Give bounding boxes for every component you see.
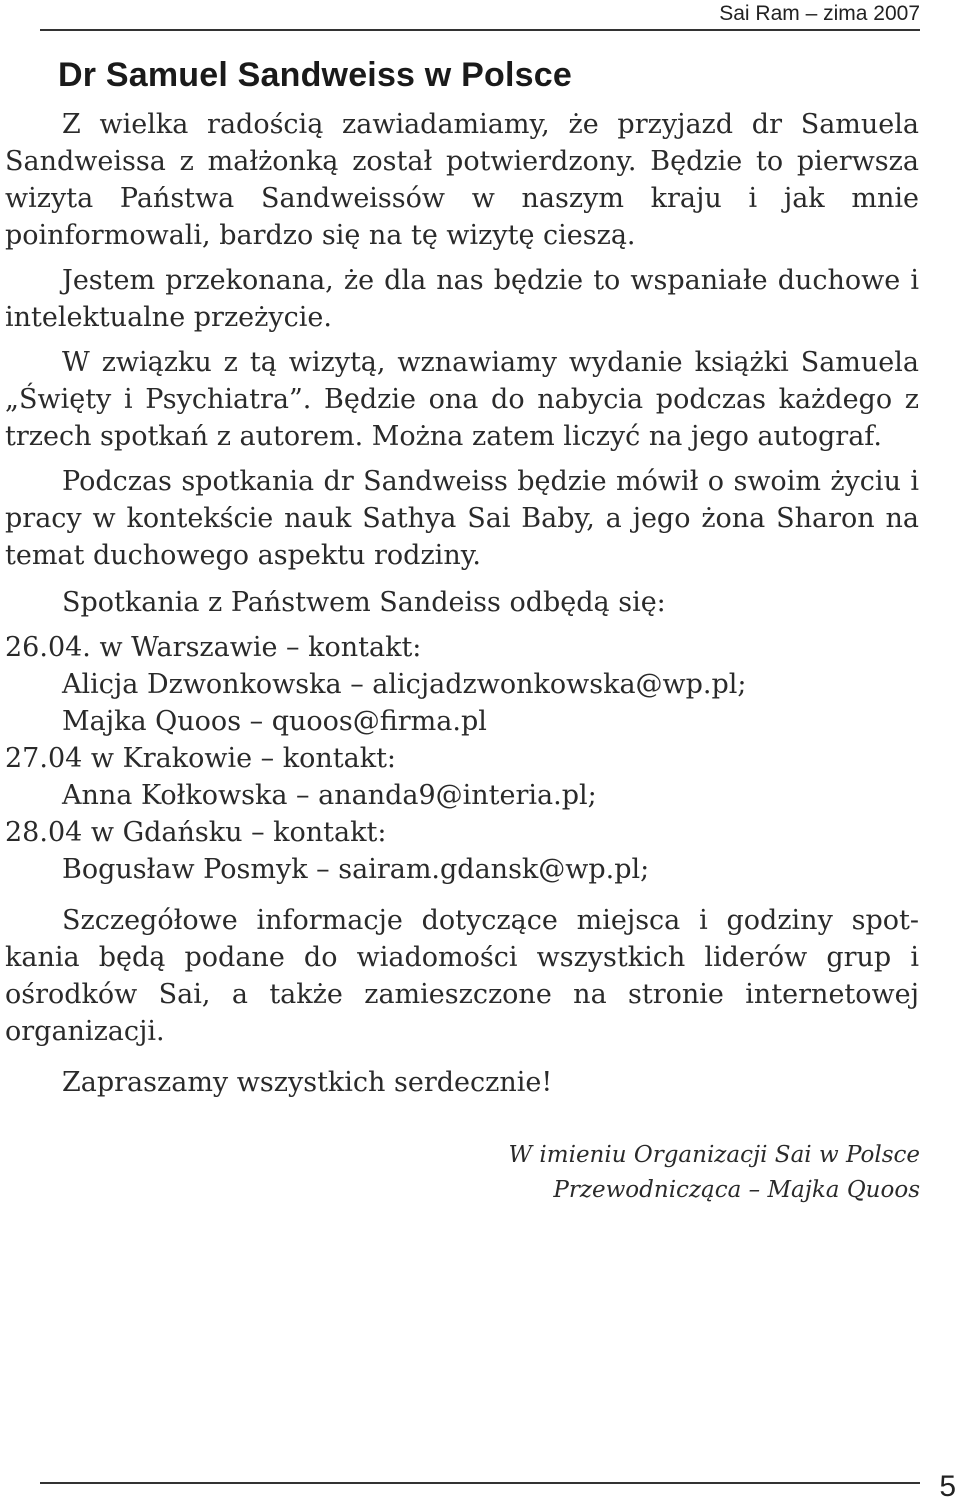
paragraph-experience: Jestem przekonana, że dla nas będzie to wspaniałe duchowe i intelektualne przeżycie. xyxy=(5,265,919,333)
meetings-intro: Spotkania z Państwem Sandeiss odbędą się: xyxy=(62,587,666,618)
page-number: 5 xyxy=(931,1472,956,1502)
invitation: Zapraszamy wszystkich serdecznie! xyxy=(62,1067,553,1098)
contact-line: Bogusław Posmyk – sairam.gdansk@wp.pl; xyxy=(62,854,650,885)
paragraph-talk-topics: Podczas spotkania dr Sandweiss będzie mówił o swoim życiu i pracy w kontekście nauk Sathya Sai Baby, a jego żona Sharon na temat duchowego aspektu rodziny. xyxy=(5,466,919,571)
bottom-rule xyxy=(40,1482,920,1484)
meeting-heading: 26.04. w Warszawie – kontakt: xyxy=(5,632,422,663)
contact-line: Alicja Dzwonkowska – alicjadzwonkowska@wp.pl; xyxy=(62,669,747,700)
signature-line-org: W imieniu Organizacji Sai w Polsce xyxy=(508,1142,920,1168)
article-body xyxy=(5,106,919,1101)
paragraph-details: Szczegółowe informacje dotyczące miejsca i godziny spotkania będą podane do wiadomości wszystkich liderów grup i ośrodków Sai, a także zamieszczone na stronie internetowej organizacji. xyxy=(5,905,919,1047)
meeting-warsaw xyxy=(5,629,919,740)
page-title: Dr Samuel Sandweiss w Polsce xyxy=(58,56,572,94)
meeting-heading: 27.04 w Krakowie – kontakt: xyxy=(5,743,397,774)
top-rule xyxy=(40,29,920,31)
paragraph-book: W związku z tą wizytą, wznawiamy wydanie książki Samuela „Święty i Psychiatra”. Będzie ona do nabycia podczas każdego z trzech spotkań z autorem. Można zatem liczyć na jego autograf. xyxy=(5,347,919,452)
meeting-heading: 28.04 w Gdańsku – kontakt: xyxy=(5,817,387,848)
paragraph-arrival: Z wielka radością zawiadamiamy, że przyjazd dr Samuela Sandweissa z małżonką został potwierdzony. Będzie to pierwsza wizyta Państwa Sandweissów w naszym kraju i jak mnie poinformowali, bardzo się na tę wizytę cieszą. xyxy=(5,109,919,251)
signature xyxy=(508,1138,920,1208)
meeting-krakow xyxy=(5,740,919,814)
contact-line: Anna Kołkowska – ananda9@interia.pl; xyxy=(62,780,597,811)
meeting-list xyxy=(5,629,919,888)
meeting-gdansk xyxy=(5,814,919,888)
running-head: Sai Ram – zima 2007 xyxy=(719,2,920,25)
signature-line-chair: Przewodnicząca – Majka Quoos xyxy=(553,1177,920,1203)
contact-line: Majka Quoos – quoos@firma.pl xyxy=(62,706,487,737)
